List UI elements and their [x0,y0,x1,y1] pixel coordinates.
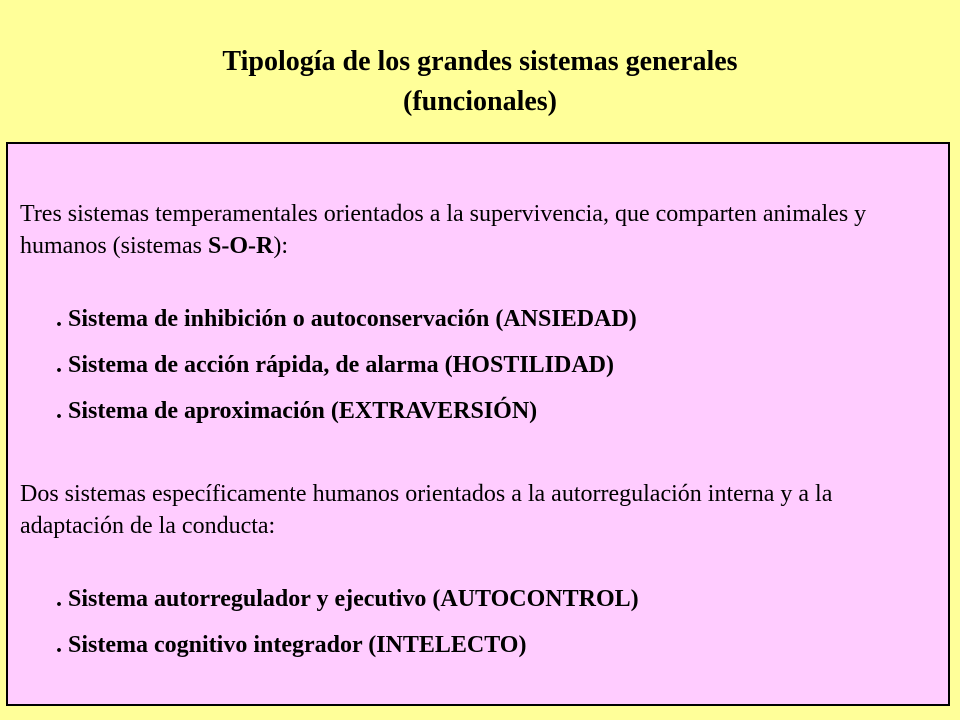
section2-intro: Dos sistemas específicamente humanos orientados a la autorregulación interna y a la adaptación de la conducta: [20,481,833,539]
section2-item-1: . Sistema autorregulador y ejecutivo (AUTOCONTROL) [56,586,639,612]
slide-title [0,42,960,122]
section1-intro-suffix: ): [273,233,288,259]
section2-item-2: . Sistema cognitivo integrador (INTELECTO) [56,632,527,658]
section1-item-3: . Sistema de aproximación (EXTRAVERSIÓN) [56,398,538,424]
section1-item-2: . Sistema de acción rápida, de alarma (HOSTILIDAD) [56,352,614,378]
section1-intro-bold: S-O-R [207,233,274,259]
content-box [6,142,950,706]
title-line-2: (funcionales) [403,86,557,117]
section1-item-1: . Sistema de inhibición o autoconservación (ANSIEDAD) [56,306,637,332]
section1-intro-text: Tres sistemas temperamentales orientados a la supervivencia, que comparten animales y humanos (sistemas [20,201,867,259]
title-line-1: Tipología de los grandes sistemas generales [222,46,738,77]
section1-intro [20,198,940,262]
